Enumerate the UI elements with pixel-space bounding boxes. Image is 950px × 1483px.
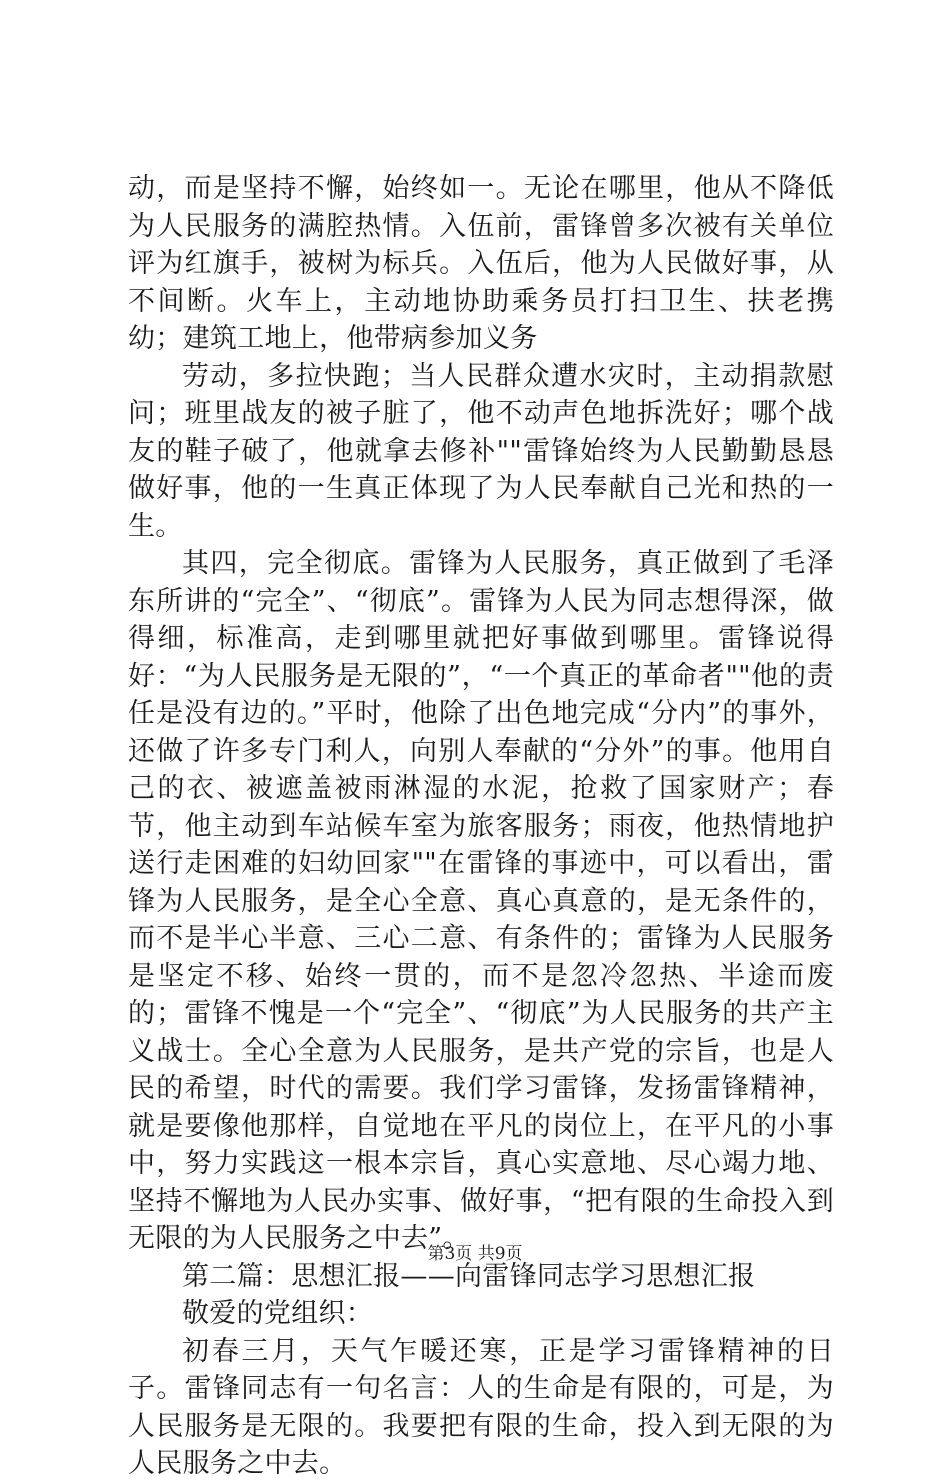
page-number-footer: 第3页 共9页 — [427, 1244, 523, 1264]
paragraph-continuation: 动，而是坚持不懈，始终如一。无论在哪里，他从不降低为人民服务的满腔热情。入伍前，雷锋曾多次被有关单位评为红旗手，被树为标兵。入伍后，他为人民做好事，从不间断。火车上，主动地协助乘务员打扫卫生、扶老携幼；建筑工地上，他带病参加义务 — [128, 173, 834, 354]
section-heading: 第二篇：思想汇报——向雷锋同志学习思想汇报 — [182, 1260, 756, 1292]
paragraph-opening: 初春三月，天气乍暖还寒，正是学习雷锋精神的日子。雷锋同志有一句名言：人的生命是有限的，可是，为人民服务是无限的。我要把有限的生命，投入到无限的为人民服务之中去。 — [128, 1335, 834, 1479]
paragraph-point-four: 其四，完全彻底。雷锋为人民服务，真正做到了毛泽东所讲的“完全”、“彻底”。雷锋为人民为同志想得深，做得细，标准高，走到哪里就把好事做到哪里。雷锋说得好：“为人民服务是无限的”，“一个真正的革命者""他的责任是没有边的。”平时，他除了出色地完成“分内”的事外，还做了许多专门利人，向别人奉献的“分外”的事。他用自己的衣、被遮盖被雨淋湿的水泥，抢救了国家财产；春节，他主动到车站候车室为旅客服务；雨夜，他热情地护送行走困难的妇幼回家""在雷锋的事迹中，可以看出，雷锋为人民服务，是全心全意、真心真意的，是无条件的，而不是半心半意、三心二意、有条件的；雷锋为人民服务是坚定不移、始终一贯的，而不是忽冷忽热、半途而废的；雷锋不愧是一个“完全”、“彻底”为人民服务的共产主义战士。全心全意为人民服务，是共产党的宗旨，也是人民的希望，时代的需要。我们学习雷锋，发扬雷锋精神，就是要像他那样，自觉地在平凡的岗位上，在平凡的小事中，努力实践这一根本宗旨，真心实意地、尽心竭力地、坚持不懈地为人民办实事、做好事，“把有限的生命投入到无限的为人民服务之中去”。 — [128, 548, 834, 1254]
paragraph-labor: 劳动，多拉快跑；当人民群众遭水灾时，主动捐款慰问；班里战友的被子脏了，他不动声色地拆洗好；哪个战友的鞋子破了，他就拿去修补""雷锋始终为人民勤勤恳恳做好事，他的一生真正体现了为人民奉献自己光和热的一生。 — [128, 360, 834, 542]
document-body — [128, 170, 834, 1483]
salutation: 敬爱的党组织： — [182, 1298, 374, 1329]
